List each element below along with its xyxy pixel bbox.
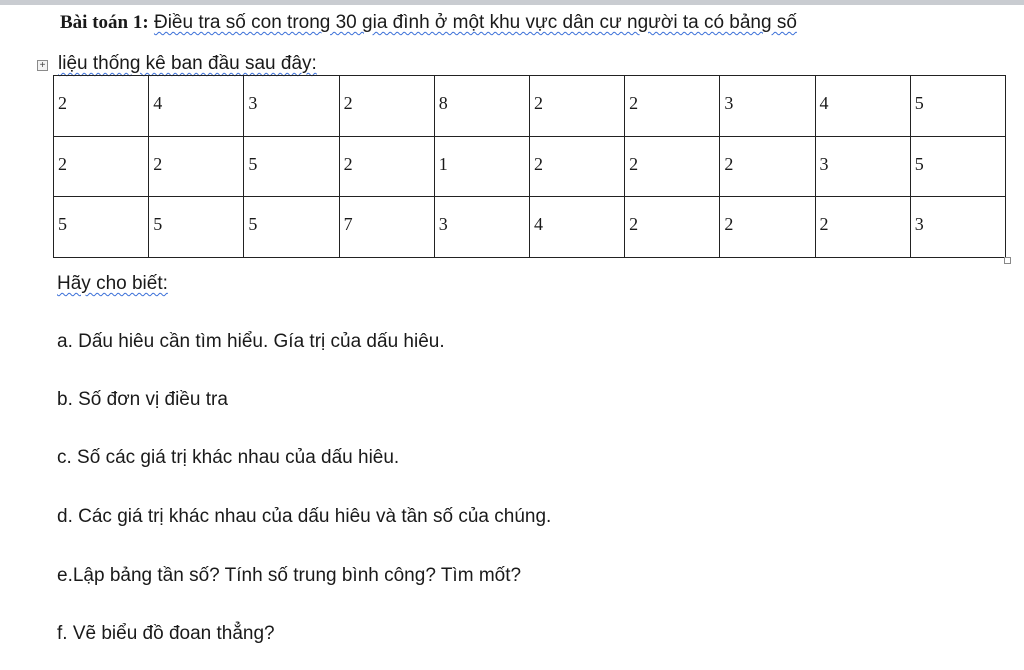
table-cell[interactable]: 3: [244, 76, 339, 137]
statistics-table[interactable]: [53, 75, 1006, 258]
table-cell[interactable]: 2: [339, 136, 434, 197]
table-cell[interactable]: 2: [815, 197, 910, 258]
prompt-text: Hãy cho biết:: [57, 273, 168, 294]
problem-title-line2: liệu thống kê ban đầu sau đây:: [58, 53, 317, 74]
table-cell[interactable]: 2: [149, 136, 244, 197]
table-cell[interactable]: 5: [244, 136, 339, 197]
table-cell[interactable]: 5: [54, 197, 149, 258]
table-cell[interactable]: 5: [149, 197, 244, 258]
table-cell[interactable]: 5: [910, 76, 1005, 137]
question-b: b. Số đơn vị điều tra: [57, 389, 228, 410]
problem-title-bold: Bài toán 1:: [60, 12, 149, 33]
question-a: a. Dấu hiêu cần tìm hiểu. Gía trị của dấu hiêu.: [57, 331, 445, 352]
table-cell[interactable]: 2: [720, 136, 815, 197]
table-cell[interactable]: 8: [434, 76, 529, 137]
table-cell[interactable]: 4: [529, 197, 624, 258]
table-cell[interactable]: 7: [339, 197, 434, 258]
problem-title-text: Điều tra số con trong 30 gia đình ở một khu vực dân cư người ta có bảng số: [153, 12, 797, 33]
table-row: [54, 136, 1006, 197]
question-d: d. Các giá trị khác nhau của dấu hiêu và tần số của chúng.: [57, 506, 552, 527]
table-cell[interactable]: 5: [244, 197, 339, 258]
table-move-handle-icon[interactable]: +: [37, 60, 48, 71]
table-cell[interactable]: 2: [625, 76, 720, 137]
table-cell[interactable]: 2: [339, 76, 434, 137]
table-cell[interactable]: 3: [815, 136, 910, 197]
question-c: c. Số các giá trị khác nhau của dấu hiêu.: [57, 447, 400, 468]
table-cell[interactable]: 3: [434, 197, 529, 258]
table-cell[interactable]: 2: [625, 136, 720, 197]
table-cell[interactable]: 2: [720, 197, 815, 258]
table-cell[interactable]: 4: [149, 76, 244, 137]
table-cell[interactable]: 2: [54, 76, 149, 137]
problem-title: [60, 12, 1010, 34]
table-cell[interactable]: 2: [625, 197, 720, 258]
question-f: f. Vẽ biểu đồ đoan thẳng?: [57, 623, 275, 644]
table-cell[interactable]: 2: [529, 76, 624, 137]
table-resize-handle[interactable]: [1004, 257, 1011, 264]
table-row: [54, 76, 1006, 137]
table-cell[interactable]: 1: [434, 136, 529, 197]
table-cell[interactable]: 2: [529, 136, 624, 197]
question-e: e.Lập bảng tần số? Tính số trung bình công? Tìm mốt?: [57, 565, 522, 586]
table-cell[interactable]: 3: [910, 197, 1005, 258]
table-cell[interactable]: 5: [910, 136, 1005, 197]
table-cell[interactable]: 4: [815, 76, 910, 137]
window-top-bar: [0, 0, 1024, 5]
table-cell[interactable]: 2: [54, 136, 149, 197]
table-row: [54, 197, 1006, 258]
table-cell[interactable]: 3: [720, 76, 815, 137]
